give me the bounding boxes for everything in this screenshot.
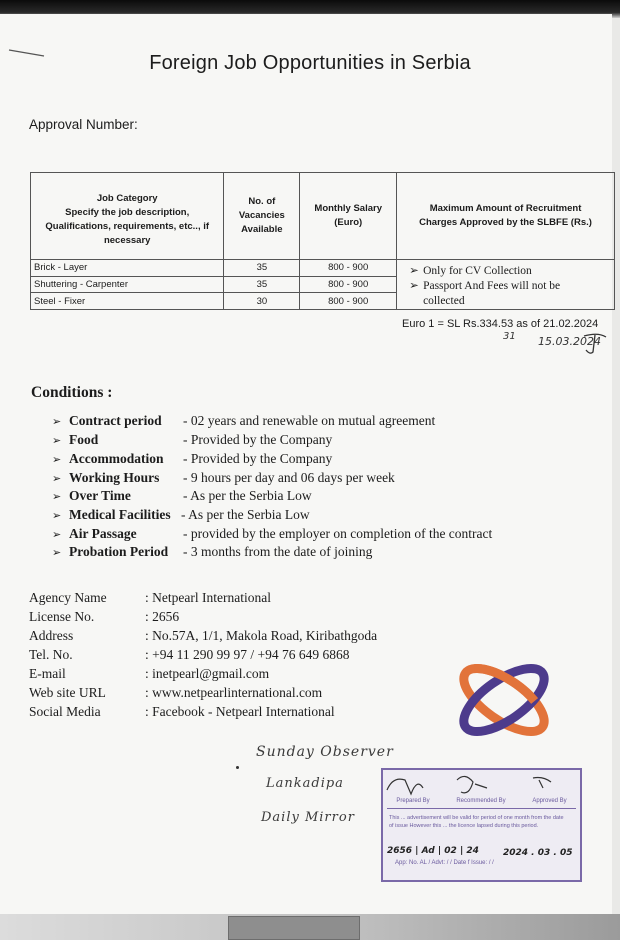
header-job-category: Job Category Specify the job description, Qualifications, requirements, etc.., if necessary [31, 173, 224, 260]
newspaper-sunday-observer: Sunday Observer [256, 744, 394, 760]
handwritten-amount: 31 [503, 331, 516, 342]
arrow-bullet-icon: ➢ [52, 491, 62, 503]
condition-item [52, 526, 492, 542]
condition-value: - provided by the employer on completion of the contract [183, 526, 493, 541]
row-category: Shuttering - Carpenter [31, 276, 224, 293]
stamp-notice: This ... advertisement will be valid for period of one month from the date of issue However this ... the licence lapsed during this period. [389, 815, 564, 829]
arrow-bullet-icon: ➢ [409, 265, 419, 277]
stamp-approved-by: Approved By [532, 798, 567, 804]
agency-info-value: : No.57A, 1/1, Makola Road, Kiribathgoda [145, 628, 378, 643]
stamp-prepared-by: Prepared By [396, 798, 430, 804]
charges-notes [397, 260, 615, 310]
condition-item [52, 507, 310, 523]
agency-info-label: E-mail [29, 666, 66, 681]
underlying-sheet [228, 916, 360, 940]
row-category: Brick - Layer [31, 260, 224, 277]
condition-value: - 02 years and renewable on mutual agreement [183, 413, 436, 428]
condition-label: Air Passage [69, 526, 137, 541]
agency-info-row [29, 628, 377, 644]
arrow-bullet-icon: ➢ [52, 454, 62, 466]
header-charges: Maximum Amount of Recruitment Charges Approved by the SLBFE (Rs.) [397, 173, 615, 260]
condition-label: Medical Facilities [69, 507, 171, 522]
table-header-row [31, 173, 615, 260]
row-vacancies: 30 [224, 293, 300, 310]
arrow-bullet-icon: ➢ [52, 529, 62, 541]
stamp-date: 2024 . 03 . 05 [503, 848, 573, 858]
charges-note: ➢ Only for CV Collection [409, 265, 532, 277]
agency-info-row [29, 590, 271, 606]
approval-number-label: Approval Number: [29, 117, 138, 132]
handwritten-date: 15.03.2024 [538, 335, 601, 348]
job-table [30, 172, 615, 310]
row-category: Steel - Fixer [31, 293, 224, 310]
arrow-bullet-icon: ➢ [52, 510, 62, 522]
arrow-bullet-icon: ➢ [52, 473, 62, 485]
stamp-recommended-by: Recommended By [456, 798, 506, 804]
agency-info-row [29, 609, 179, 625]
arrow-bullet-icon: ➢ [409, 280, 419, 292]
row-vacancies: 35 [224, 276, 300, 293]
agency-info-value: : www.netpearlinternational.com [145, 685, 323, 700]
condition-item [52, 470, 395, 486]
agency-info-row [29, 704, 335, 720]
condition-item [52, 432, 332, 448]
stamp-ref: 2656 | Ad | 02 | 24 [387, 846, 479, 856]
agency-info-value: : Facebook - Netpearl International [145, 704, 335, 719]
scan-bottom-edge [0, 914, 620, 940]
agency-info-label: Social Media [29, 704, 101, 719]
stamp-signatures [383, 770, 580, 810]
agency-info-label: Address [29, 628, 74, 643]
table-row [31, 260, 615, 277]
approval-stamp [381, 768, 582, 882]
condition-item [52, 451, 332, 467]
condition-label: Probation Period [69, 544, 169, 559]
condition-value: - Provided by the Company [183, 432, 333, 447]
exchange-rate: Euro 1 = SL Rs.334.53 as of 21.02.2024 [402, 318, 599, 330]
agency-info-label: Web site URL [29, 685, 106, 700]
condition-label: Contract period [69, 413, 162, 428]
charges-note: ➢ Passport And Fees will not be collected [409, 280, 561, 307]
condition-value: - 9 hours per day and 06 days per week [183, 470, 395, 485]
condition-label: Accommodation [69, 451, 164, 466]
stamp-divider [387, 808, 576, 809]
signature-mark [580, 330, 610, 356]
agency-info-value: : Netpearl International [145, 590, 271, 605]
conditions-title: Conditions : [31, 384, 113, 401]
condition-value: - As per the Serbia Low [181, 507, 310, 522]
arrow-bullet-icon: ➢ [52, 435, 62, 447]
pen-dot [236, 766, 239, 769]
condition-item [52, 544, 372, 560]
condition-value: - As per the Serbia Low [183, 488, 312, 503]
condition-label: Over Time [69, 488, 131, 503]
header-salary: Monthly Salary (Euro) [300, 173, 397, 260]
arrow-bullet-icon: ➢ [52, 416, 62, 428]
condition-value: - 3 months from the date of joining [183, 544, 373, 559]
row-salary: 800 - 900 [300, 260, 397, 277]
agency-info-label: Agency Name [29, 590, 107, 605]
netpearl-logo [452, 652, 556, 748]
agency-info-row [29, 666, 269, 682]
agency-info-row [29, 685, 322, 701]
condition-item [52, 488, 312, 504]
agency-info-value: : +94 11 290 99 97 / +94 76 649 6868 [145, 647, 350, 662]
header-job-category-detail: Specify the job description, Qualifications, requirements, etc.., if necessary [45, 207, 210, 246]
newspaper-lankadipa: Lankadipa [266, 776, 344, 791]
agency-info-label: Tel. No. [29, 647, 73, 662]
condition-value: - Provided by the Company [183, 451, 333, 466]
header-vacancies: No. of Vacancies Available [224, 173, 300, 260]
row-salary: 800 - 900 [300, 276, 397, 293]
condition-label: Working Hours [69, 470, 160, 485]
condition-item [52, 413, 435, 429]
newspaper-daily-mirror: Daily Mirror [261, 810, 355, 825]
page-title: Foreign Job Opportunities in Serbia [149, 52, 471, 74]
row-salary: 800 - 900 [300, 293, 397, 310]
agency-info-value: : 2656 [145, 609, 180, 624]
row-vacancies: 35 [224, 260, 300, 277]
arrow-bullet-icon: ➢ [52, 547, 62, 559]
stamp-footer: App: No. AL / Advt: / / Date f Issue: / / [395, 860, 494, 866]
agency-info-row [29, 647, 349, 663]
agency-info-label: License No. [29, 609, 95, 624]
condition-label: Food [69, 432, 99, 447]
agency-info-value: : inetpearl@gmail.com [145, 666, 270, 681]
